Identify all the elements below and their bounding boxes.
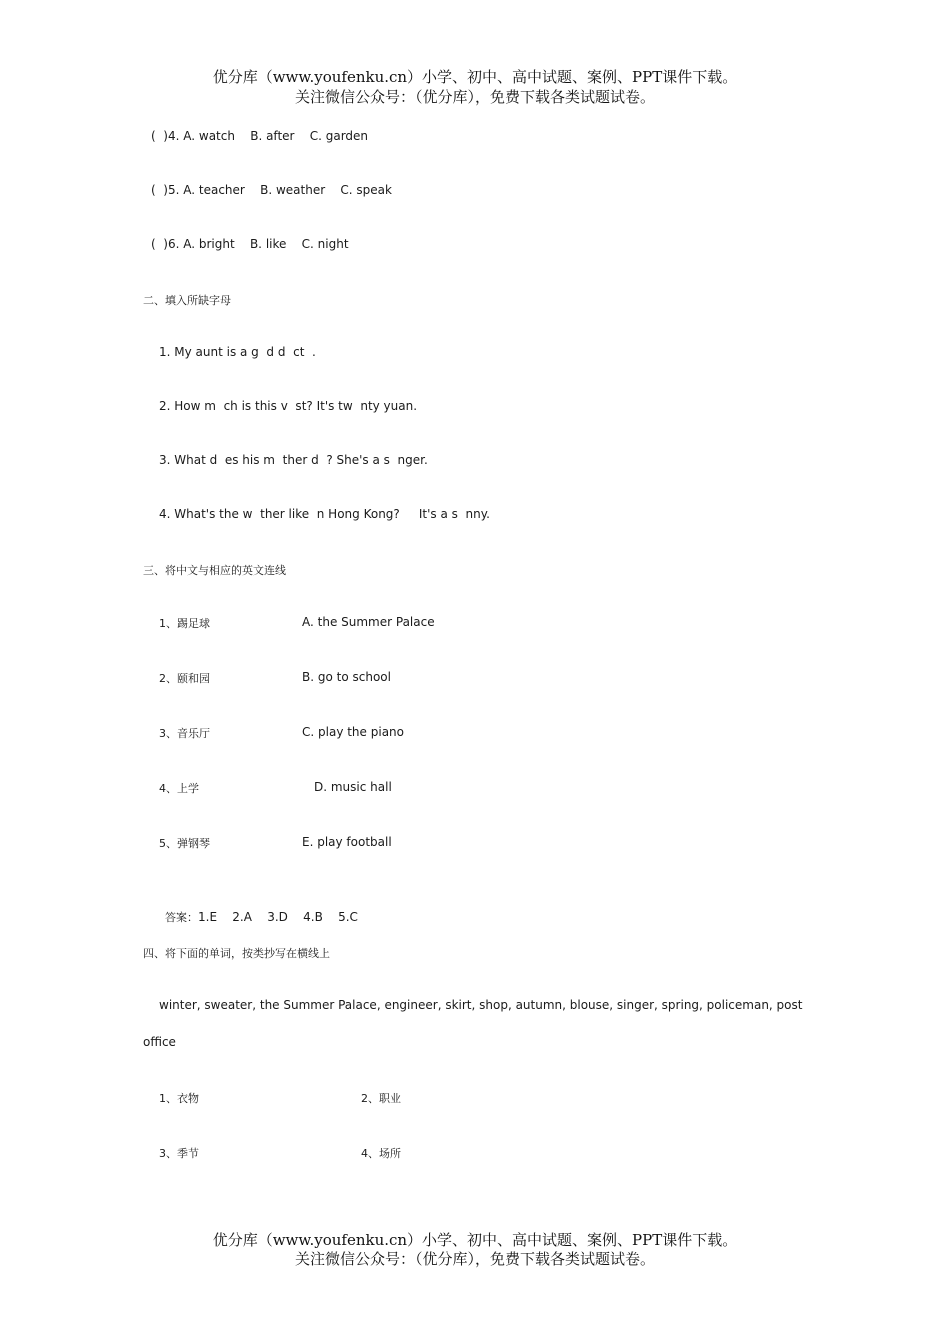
question-4: ( )4. A. watch B. after C. garden xyxy=(151,129,369,143)
question-5: ( )5. A. teacher B. weather C. speak xyxy=(151,183,392,197)
header-line-1: 优分库（www.youfenku.cn）小学、初中、高中试题、案例、PPT课件下载。 xyxy=(212,68,738,86)
match-left-5: 5、弹钢琴 xyxy=(159,837,210,850)
match-right-c: C. play the piano xyxy=(302,725,404,739)
match-right-b: B. go to school xyxy=(302,670,391,684)
category-clothes: 1、衣物 xyxy=(159,1092,199,1105)
answer-label: 答案： xyxy=(165,911,198,924)
section-3-title: 三、将中文与相应的英文连线 xyxy=(143,564,286,577)
header-line-2: 关注微信公众号：（优分库），免费下载各类试题试卷。 xyxy=(294,88,655,106)
footer-line-1: 优分库（www.youfenku.cn）小学、初中、高中试题、案例、PPT课件下载。 xyxy=(212,1231,738,1249)
match-right-a: A. the Summer Palace xyxy=(302,615,435,629)
match-left-4: 4、上学 xyxy=(159,782,199,795)
category-places: 4、场所 xyxy=(361,1147,401,1160)
word-list-line-1: winter, sweater, the Summer Palace, engineer, skirt, shop, autumn, blouse, singer, spring, policeman, post xyxy=(159,998,803,1012)
word-list-line-2: office xyxy=(143,1035,176,1049)
fill-item-1: 1. My aunt is a g d d ct . xyxy=(159,345,316,359)
match-left-2: 2、颐和园 xyxy=(159,672,210,685)
match-right-e: E. play football xyxy=(302,835,392,849)
category-jobs: 2、职业 xyxy=(361,1092,401,1105)
match-left-1: 1、踢足球 xyxy=(159,617,210,630)
fill-item-4: 4. What's the w ther like n Hong Kong? It's a s nny. xyxy=(159,507,490,521)
fill-item-2: 2. How m ch is this v st? It's tw nty yuan. xyxy=(159,399,418,413)
match-left-3: 3、音乐厅 xyxy=(159,727,210,740)
question-6: ( )6. A. bright B. like C. night xyxy=(151,237,349,251)
answer-line xyxy=(157,890,358,926)
category-seasons: 3、季节 xyxy=(159,1147,199,1160)
match-right-d: D. music hall xyxy=(314,780,392,794)
section-4-title: 四、将下面的单词，按类抄写在横线上 xyxy=(143,947,330,960)
section-2-title: 二、填入所缺字母 xyxy=(143,294,231,307)
fill-item-3: 3. What d es his m ther d ? She's a s nger. xyxy=(159,453,428,467)
answer-values: 1.E 2.A 3.D 4.B 5.C xyxy=(198,910,358,924)
footer-line-2: 关注微信公众号：（优分库），免费下载各类试题试卷。 xyxy=(294,1250,655,1268)
